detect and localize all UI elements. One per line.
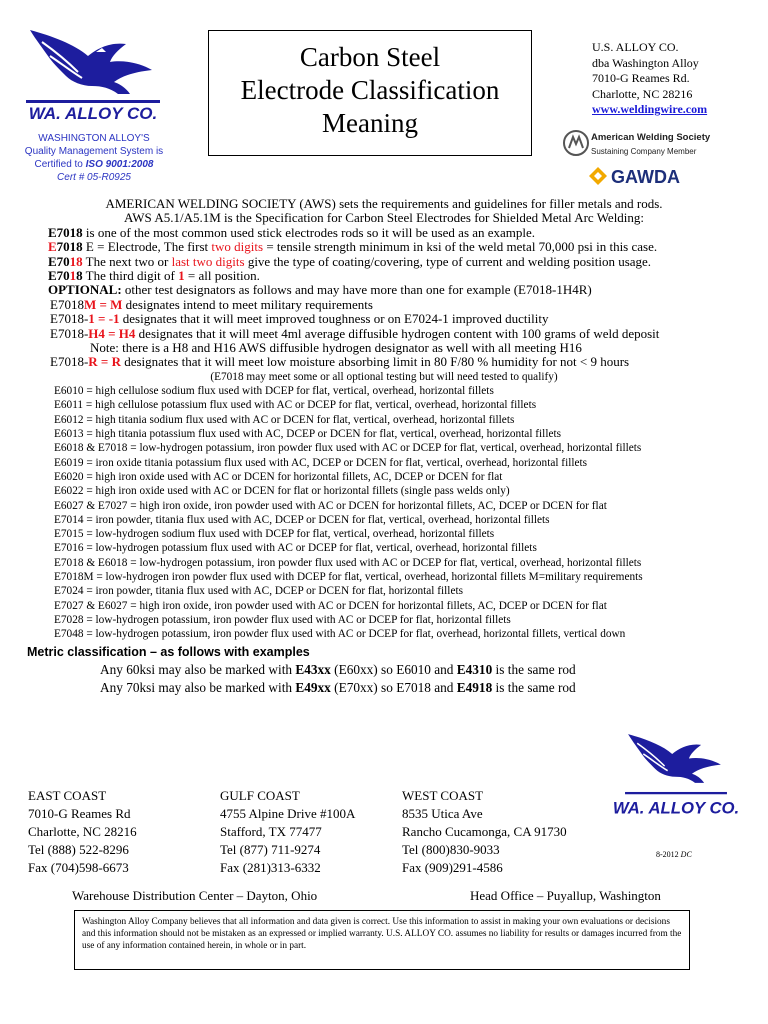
- highlight-text: 1: [178, 268, 185, 284]
- designator-line: [0, 298, 768, 312]
- company-logo: [22, 22, 164, 122]
- optional-line: [0, 283, 768, 297]
- list-item: E7015 = low-hydrogen sodium flux used with DCEP for flat, vertical, overhead, horizontal fillets: [54, 528, 495, 541]
- position-line: [0, 269, 768, 283]
- head-office-location: Head Office – Puyallup, Washington: [470, 888, 661, 903]
- code-prefix: E7018-: [50, 311, 89, 327]
- list-item: E7018 & E6018 = low-hydrogen potassium, iron powder flux used with AC or DCEP for flat, vertical, overhead, horizontal fillets: [54, 556, 642, 569]
- list-item: E6012 = high titania sodium flux used with AC or DCEN for flat, vertical, overhead, horizontal fillets: [54, 413, 515, 426]
- disclaimer-box: Washington Alloy Company believes that all information and data given is correct. Use this information to assist in making your own evaluations or decisions and this information should not be mistaken as an expressed or implied warranty. U.S. ALLOY CO. assumes no liability for results or damages incurred from the use of any information contained herein, in whole or in part.: [74, 910, 690, 970]
- line-text: is the same rod: [492, 679, 576, 695]
- metric-heading: Metric classification – as follows with examples: [27, 644, 310, 659]
- office-name: EAST COAST: [28, 788, 107, 803]
- list-item: E6027 & E7027 = high iron oxide, iron powder used with AC or DCEN for horizontal fillets, AC, DCEP or DCEN for flat: [54, 499, 607, 512]
- intro-line: AWS A5.1/A5.1M is the Specification for Carbon Steel Electrodes for Shielded Metal Arc Welding:: [123, 210, 645, 226]
- line-text: designates that it will meet 4ml average diffusible hydrogen content with 100 grams of weld deposit: [135, 325, 660, 341]
- quality-text: Certified to: [34, 159, 86, 170]
- aws-logo: [562, 128, 732, 162]
- electrode-line: [0, 240, 768, 254]
- list-item: E6018 & E7018 = low-hydrogen potassium, iron powder flux used with AC or DCEP for flat, vertical, overhead, horizontal fillets: [54, 442, 642, 455]
- office-east: [28, 787, 137, 877]
- code-highlight: 1: [69, 268, 77, 284]
- designator-code: H4 = H4: [88, 325, 136, 341]
- list-item: E7018M = low-hydrogen iron powder flux used with DCEP for flat, vertical, overhead, horizontal fillets M=military requirements: [54, 571, 643, 584]
- list-item: E7048 = low-hydrogen potassium, iron powder flux used with AC or DCEP for flat, overhead, horizontal fillets, vertical down: [54, 628, 626, 641]
- aws-sub: Sustaining Company Member: [591, 147, 697, 156]
- office-fax: Fax (909)291-4586: [402, 860, 503, 875]
- code-highlight: E: [48, 239, 57, 255]
- office-west: [402, 787, 567, 877]
- designator-line: [0, 327, 768, 341]
- office-street: 8535 Utica Ave: [402, 806, 483, 821]
- list-item: E6013 = high titania potassium flux used with AC, DCEP or DCEN for flat, vertical, overhead, horizontal fillets: [54, 428, 562, 441]
- company-dba: dba Washington Alloy: [592, 55, 699, 70]
- code-prefix: E7018: [50, 296, 84, 312]
- list-item: E7016 = low-hydrogen potassium flux used with AC or DCEP for flat, vertical, overhead, horizontal fillets: [54, 542, 537, 555]
- optional-label: OPTIONAL:: [48, 282, 122, 298]
- line-text: = all position.: [184, 268, 260, 284]
- quality-line: [0, 158, 188, 171]
- designator-code: 1 = -1: [88, 311, 120, 327]
- line-text: designates that it will meet improved toughness or on E7024-1 improved ductility: [119, 311, 549, 327]
- classification-list: [0, 384, 768, 641]
- line-text: = tensile strength minimum in ksi of the weld metal 70,000 psi in this case.: [263, 239, 658, 255]
- company-address: [592, 40, 707, 118]
- company-city: Charlotte, NC 28216: [592, 86, 693, 101]
- line-text: The third digit of: [82, 268, 179, 284]
- designator-line: [0, 312, 768, 326]
- line-text: give the type of coating/covering, type of current and welding position usage.: [244, 253, 652, 269]
- example-line: [0, 226, 768, 240]
- gawda-text: GAWDA: [611, 167, 680, 187]
- highlight-text: last two digits: [171, 253, 245, 269]
- metric-code: E4918: [456, 679, 493, 695]
- logo-text: WA. ALLOY CO.: [28, 104, 158, 123]
- office-fax: Fax (704)598-6673: [28, 860, 129, 875]
- company-name: U.S. ALLOY CO.: [592, 40, 679, 54]
- line-text: other test designators as follows and may have more than one for example (E7018-1H4R): [121, 282, 592, 298]
- title-line: Electrode Classification: [240, 75, 500, 105]
- date-text: 8-2012: [656, 850, 681, 859]
- list-item: E6019 = iron oxide titania potassium flux used with AC, DCEP or DCEN for flat, vertical, overhead, horizontal fillets: [54, 456, 588, 469]
- line-text: E = Electrode, The first: [82, 239, 212, 255]
- revision-date: [656, 850, 692, 859]
- title-line: Carbon Steel: [299, 42, 441, 72]
- list-item: E7027 & E6027 = high iron oxide, iron powder used with AC or DCEN for horizontal fillets, AC, DCEP or DCEN for flat: [54, 599, 607, 612]
- line-text: is the same rod: [492, 661, 576, 677]
- office-fax: Fax (281)313-6332: [220, 860, 321, 875]
- warehouse-location: Warehouse Distribution Center – Dayton, Ohio: [72, 888, 318, 903]
- cert-number: Cert # 05-R0925: [57, 172, 131, 183]
- office-street: 7010-G Reames Rd: [28, 806, 131, 821]
- line-text: (E60xx) so E6010 and: [330, 661, 457, 677]
- list-item: E6020 = high iron oxide used with AC or DCEN for horizontal fillets, AC, DCEP or DCEN for flat: [54, 470, 503, 483]
- list-item: E7024 = iron powder, titania flux used with AC, DCEP or DCEN for flat, horizontal fillets: [54, 585, 463, 598]
- intro-line: AMERICAN WELDING SOCIETY (AWS) sets the requirements and guidelines for filler metals and rods.: [105, 196, 663, 211]
- logo-text: WA. ALLOY CO.: [612, 798, 740, 818]
- office-city: Stafford, TX 77477: [220, 824, 322, 839]
- line-text: The next two or: [82, 253, 172, 269]
- eagle-icon: [612, 728, 740, 824]
- list-item: E6010 = high cellulose sodium flux used with DCEP for flat, vertical, overhead, horizontal fillets: [54, 385, 494, 398]
- metric-line: [0, 661, 768, 679]
- code-prefix: E7018-: [50, 354, 89, 370]
- office-tel: Tel (800)830-9033: [402, 842, 500, 857]
- code-rest: 8: [76, 268, 83, 284]
- list-item: E6022 = high iron oxide used with AC or DCEN for flat or horizontal fillets (single pass welds only): [54, 485, 510, 498]
- office-tel: Tel (877) 711-9274: [220, 842, 321, 857]
- optional-note: (E7018 may meet some or all optional testing but will need tested to qualify): [210, 370, 558, 383]
- office-name: GULF COAST: [220, 788, 300, 803]
- line-text: Any 60ksi may also be marked with: [100, 661, 296, 677]
- list-item: E7028 = low-hydrogen potassium, iron powder flux used with AC or DCEP for flat, horizontal fillets: [54, 613, 511, 626]
- quality-line: [0, 171, 188, 184]
- code-highlight: 18: [69, 253, 83, 269]
- document-body: [0, 197, 768, 697]
- iso-certification: ISO 9001:2008: [85, 159, 154, 170]
- office-city: Charlotte, NC 28216: [28, 824, 137, 839]
- gawda-logo: [588, 166, 708, 192]
- list-item: E6011 = high cellulose potassium flux used with AC or DCEP for flat, vertical, overhead, horizontal fillets: [54, 399, 537, 412]
- designator-line: [0, 355, 768, 369]
- highlight-text: two digits: [211, 239, 264, 255]
- line-text: Any 70ksi may also be marked with: [100, 679, 296, 695]
- line-text: (E70xx) so E7018 and: [330, 679, 457, 695]
- code-rest: E70: [48, 253, 70, 269]
- company-logo-footer: [612, 728, 740, 829]
- office-gulf: [220, 787, 355, 877]
- code-rest: 7018: [56, 239, 83, 255]
- quality-statement: [0, 132, 188, 184]
- designator-code: M = M: [83, 296, 123, 312]
- website-link[interactable]: www.weldingwire.com: [592, 102, 708, 116]
- title-line: Meaning: [322, 108, 418, 138]
- electrode-code: E7018: [48, 224, 83, 240]
- eagle-icon: [22, 22, 164, 122]
- company-street: 7010-G Reames Rd.: [592, 71, 690, 85]
- line-text: designates intend to meet military requirements: [122, 296, 373, 312]
- hydrogen-note: Note: there is a H8 and H16 AWS diffusible hydrogen designator as well with all meeting H16: [90, 340, 582, 356]
- aws-name: American Welding Society: [591, 132, 711, 143]
- author-initials: DC: [680, 850, 692, 859]
- example-text: is one of the most common used stick electrodes rods so it will be used as an example.: [82, 224, 536, 240]
- quality-line: Quality Management System is: [24, 146, 164, 157]
- list-item: E7014 = iron powder, titania flux used with AC, DCEP or DCEN for flat, vertical, overhead, horizontal fillets: [54, 513, 550, 526]
- code-prefix: E7018-: [50, 325, 89, 341]
- office-street: 4755 Alpine Drive #100A: [220, 806, 356, 821]
- metric-code: E43xx: [295, 661, 331, 677]
- metric-code: E4310: [456, 661, 493, 677]
- code-rest: E70: [48, 268, 70, 284]
- metric-code: E49xx: [295, 679, 331, 695]
- metric-line: [0, 679, 768, 697]
- gawda-emblem-icon: [588, 166, 708, 192]
- quality-line: WASHINGTON ALLOY'S: [38, 133, 150, 144]
- coating-line: [0, 255, 768, 269]
- line-text: designates that it will meet low moisture absorbing limit in 80 F/80 % humidity for not < 9 hours: [120, 354, 630, 370]
- designator-code: R = R: [88, 354, 121, 370]
- aws-seal-icon: [562, 128, 732, 162]
- office-tel: Tel (888) 522-8296: [28, 842, 129, 857]
- office-city: Rancho Cucamonga, CA 91730: [402, 824, 567, 839]
- page-title: [208, 30, 532, 156]
- office-name: WEST COAST: [402, 788, 484, 803]
